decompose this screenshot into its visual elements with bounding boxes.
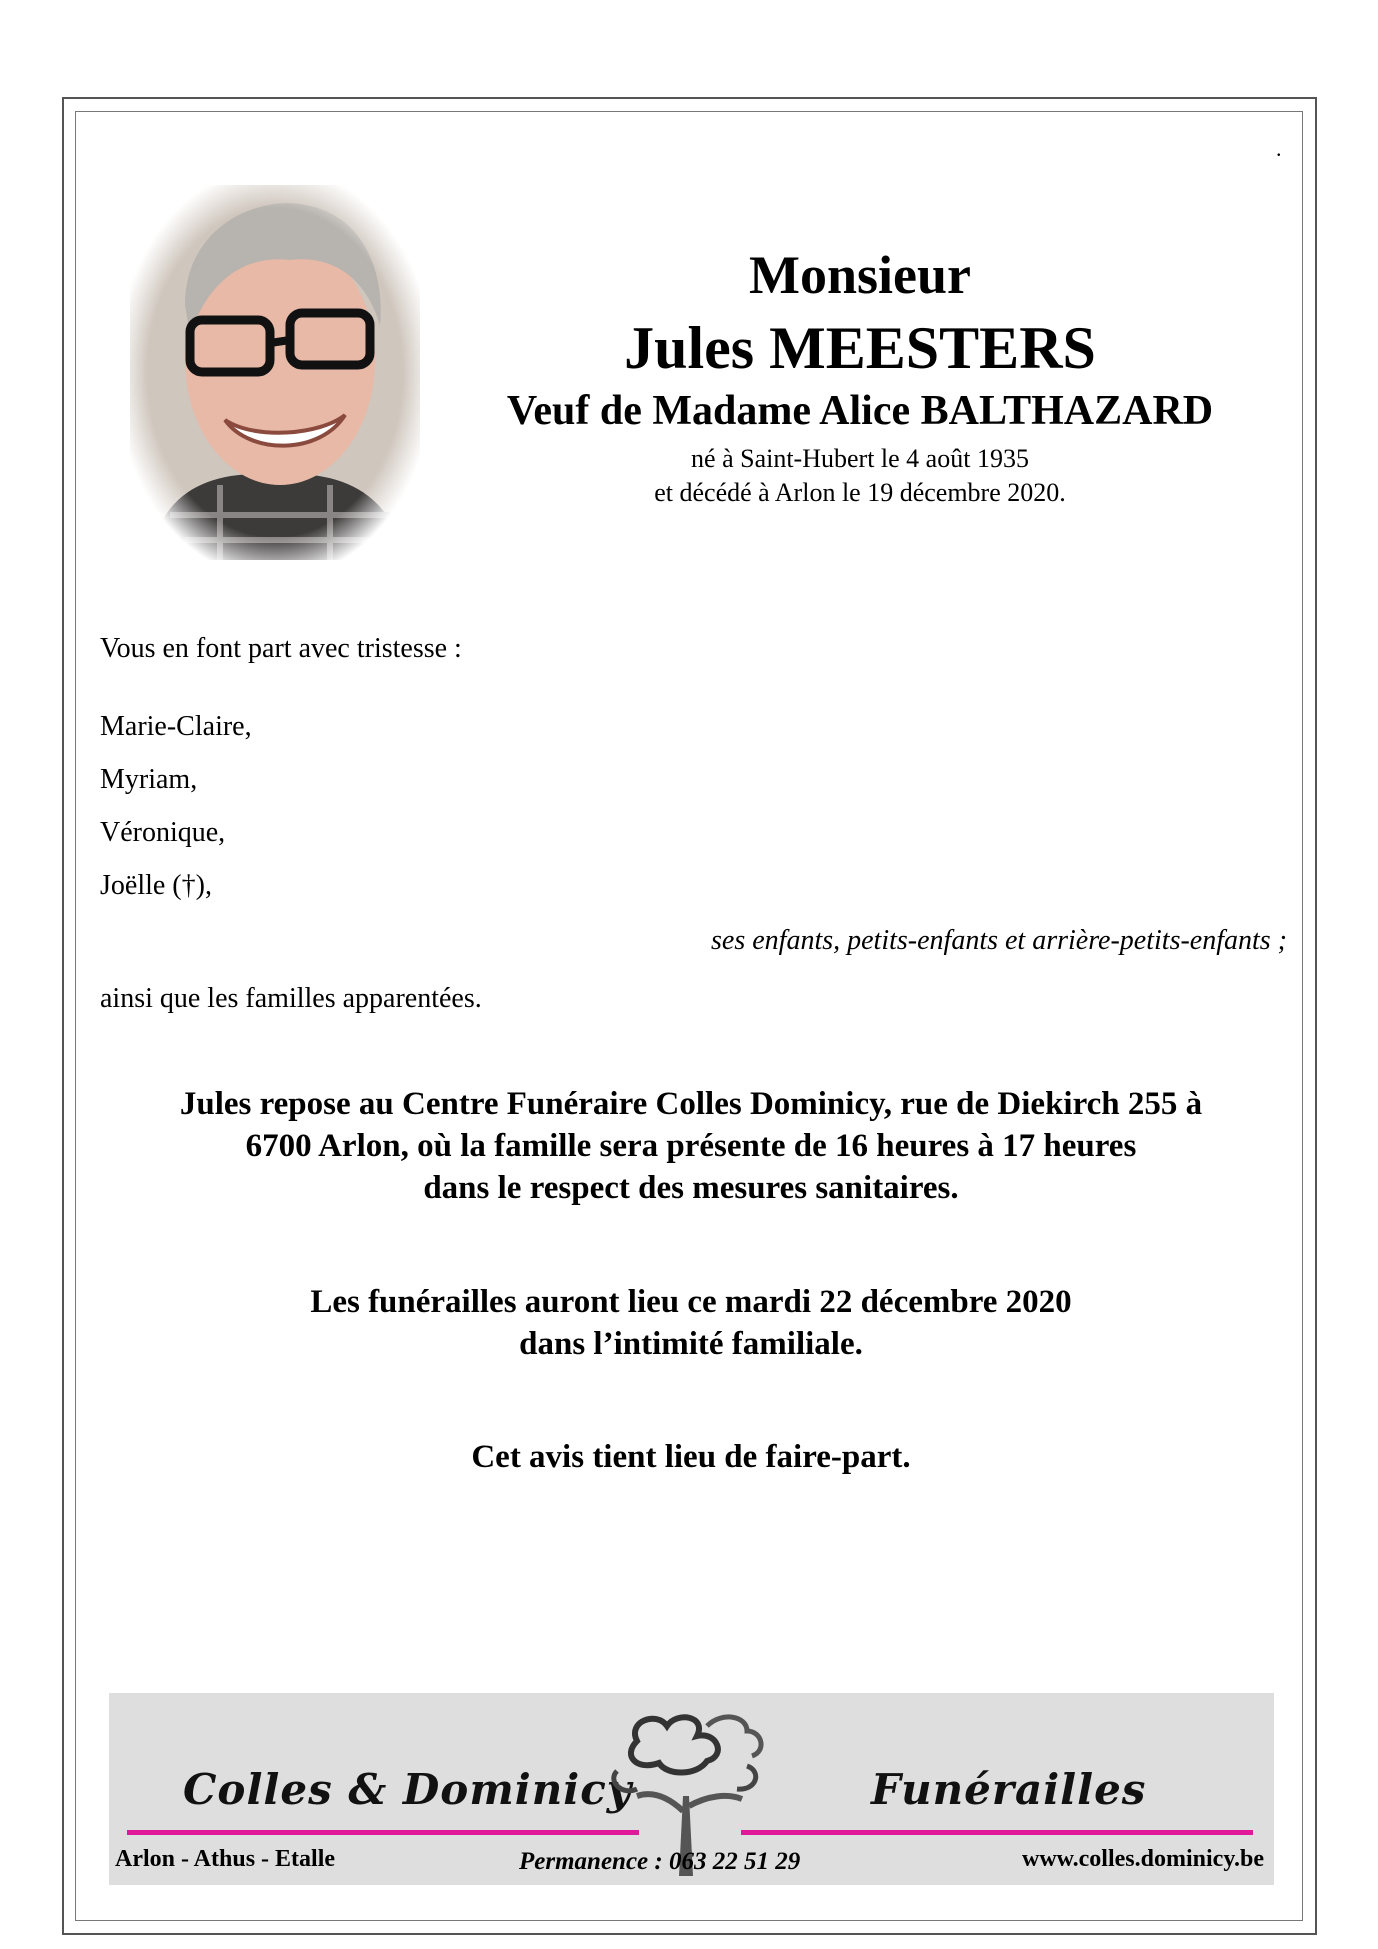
family-member: Marie-Claire, [100,711,252,742]
repose-line: Jules repose au Centre Funéraire Colles Dominicy, rue de Diekirch 255 à [179,1086,1203,1122]
funeral-line: Les funérailles auront lieu ce mardi 22 décembre 2020 [310,1284,1072,1320]
notice-line: Cet avis tient lieu de faire-part. [471,1439,911,1475]
family-member: Joëlle (†), [100,870,212,901]
accent-line-right [741,1830,1253,1835]
death-line: et décédé à Arlon le 19 décembre 2020. [654,478,1066,507]
intro-text: Vous en font part avec tristesse : [100,633,462,664]
website-link[interactable]: www.colles.dominicy.be [1021,1846,1264,1872]
funeral-home-banner [109,1693,1274,1885]
family-member: Véronique, [100,817,226,848]
repose-line: 6700 Arlon, où la famille sera présente de 16 heures à 17 heures [245,1128,1137,1164]
repose-line: dans le respect des mesures sanitaires. [423,1170,959,1206]
honorific-title: Monsieur [749,245,971,305]
accent-line-left [127,1830,639,1835]
corner-mark: . [1276,136,1282,161]
descendants-line: ses enfants, petits-enfants et arrière-petits-enfants ; [711,925,1287,956]
permanence-phone: Permanence : 063 22 51 29 [519,1848,801,1875]
family-member: Myriam, [100,764,198,795]
brand-service: Funérailles [871,1765,1147,1814]
branch-locations: Arlon - Athus - Etalle [115,1846,336,1872]
deceased-name: Jules MEESTERS [624,315,1096,381]
funeral-line: dans l’intimité familiale. [519,1326,863,1362]
spouse-line: Veuf de Madame Alice BALTHAZARD [506,388,1214,434]
birth-line: né à Saint-Hubert le 4 août 1935 [691,444,1029,473]
relatives-line: ainsi que les familles apparentées. [100,983,482,1014]
portrait-photo [130,185,420,560]
brand-name: Colles & Dominicy [183,1765,633,1814]
